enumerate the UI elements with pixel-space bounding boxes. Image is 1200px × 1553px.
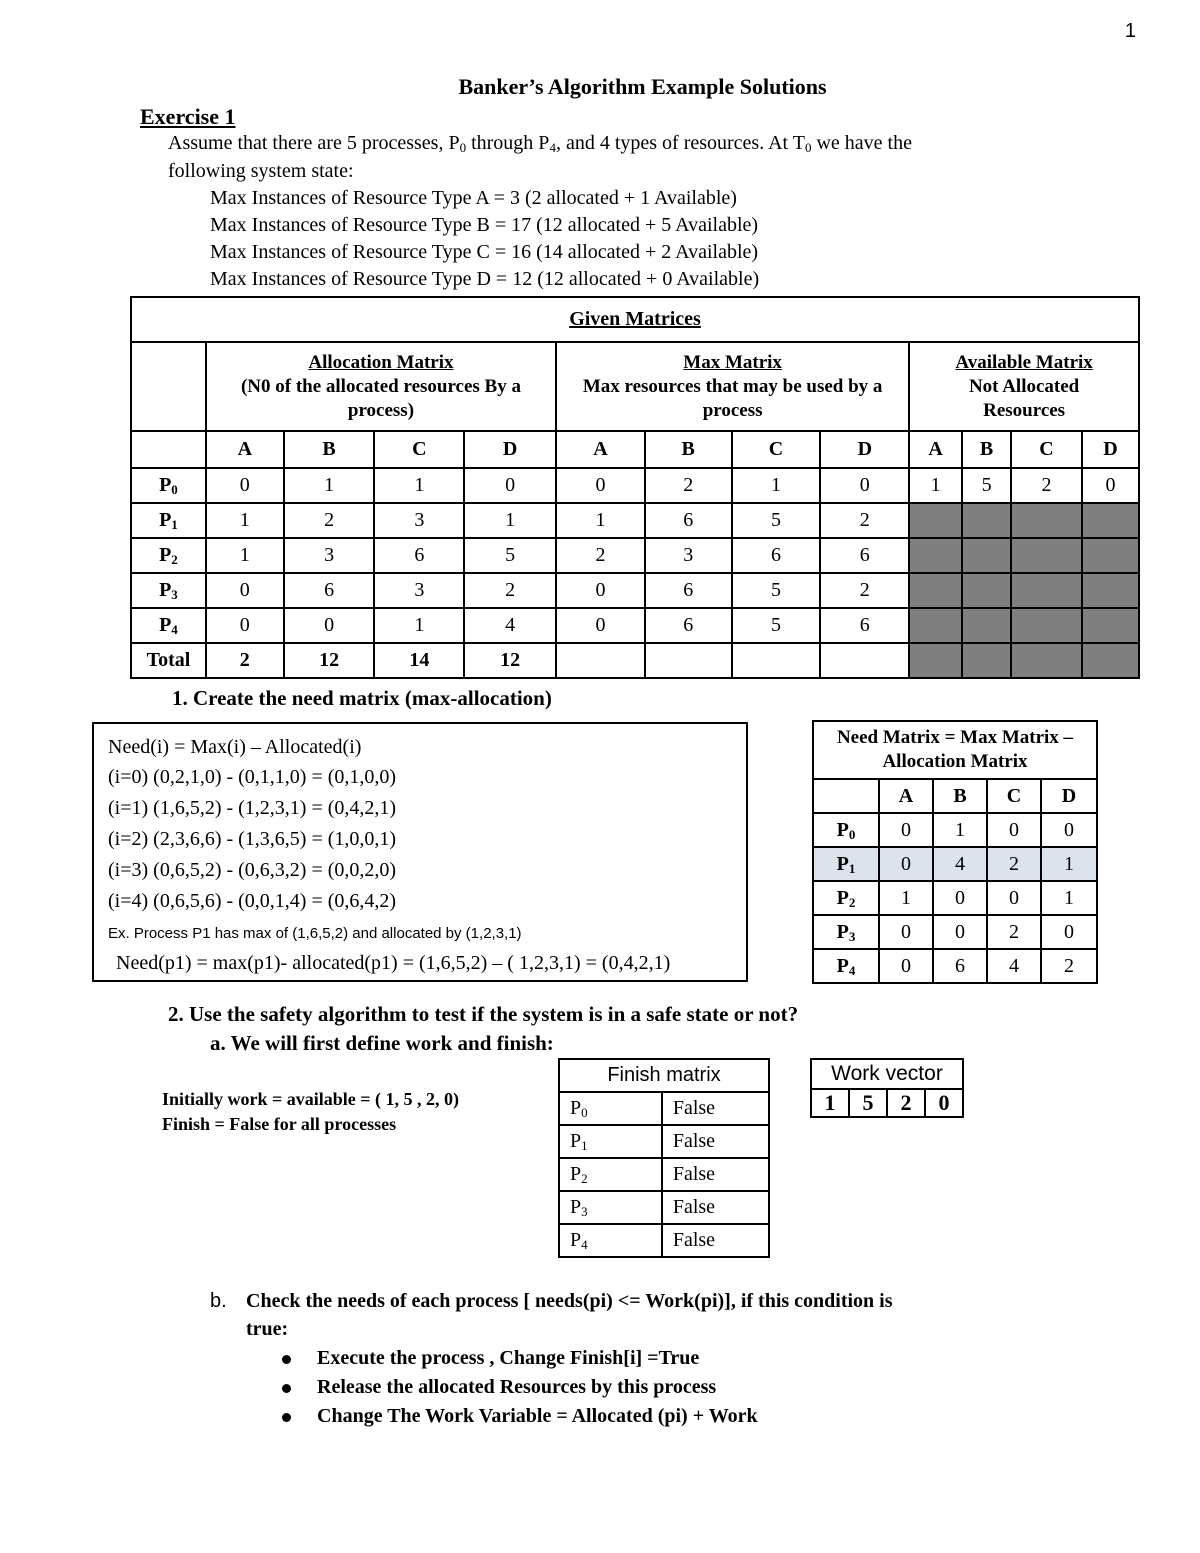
- table-row: $P_4$ 0 6 4 2: [813, 949, 1097, 983]
- table-row: $P_1$ False: [559, 1125, 769, 1158]
- available-header: Available Matrix Not Allocated Resources: [909, 342, 1139, 431]
- column-letter-row: A B C D: [813, 779, 1097, 813]
- need-formula: Need(i) = Max(i) – Allocated(i): [108, 736, 362, 758]
- table-row: $P_0$ 0 1 1 0 0 2 1 0 1 5 2 0: [131, 468, 1139, 503]
- table-row: $P_2$ False: [559, 1158, 769, 1191]
- need-line-2: (i=2) (2,3,6,6) - (1,3,6,5) = (1,0,0,1): [108, 828, 397, 850]
- bullet-item: Change The Work Variable = Allocated (pi) + Work: [282, 1405, 758, 1428]
- max-instances-a: Max Instances of Resource Type A = 3 (2 allocated + 1 Available): [210, 187, 737, 209]
- max-instances-b: Max Instances of Resource Type B = 17 (12 allocated + 5 Available): [210, 214, 759, 236]
- need-line-3: (i=3) (0,6,5,2) - (0,6,3,2) = (0,0,2,0): [108, 859, 397, 881]
- table-row: $P_4$ False: [559, 1224, 769, 1257]
- need-line-4: (i=4) (0,6,5,6) - (0,0,1,4) = (0,6,4,2): [108, 890, 397, 912]
- need-example-line-2: Need(p1) = max(p1)- allocated(p1) = (1,6,5,2) – ( 1,2,3,1) = (0,4,2,1): [116, 952, 671, 974]
- need-calculation-box: [92, 722, 748, 982]
- max-instances-d: Max Instances of Resource Type D = 12 (12 allocated + 0 Available): [210, 268, 760, 290]
- step-b-line-2: true:: [246, 1318, 289, 1340]
- bullet-icon: [282, 1413, 291, 1422]
- max-header: Max Matrix Max resources that may be used by a process: [556, 342, 909, 431]
- table-row: $P_3$ False: [559, 1191, 769, 1224]
- page-title: Banker’s Algorithm Example Solutions: [458, 74, 827, 99]
- intro-line-2: following system state:: [168, 160, 354, 182]
- need-matrix-table: [812, 720, 1098, 984]
- bullet-item: Execute the process , Change Finish[i] =True: [282, 1347, 699, 1370]
- column-letter-row: A B C D A B C D A B C D: [131, 431, 1139, 468]
- finish-matrix-table: [558, 1058, 770, 1258]
- step-2a-heading: a. We will first define work and finish:: [210, 1031, 554, 1055]
- step-1-heading: 1. Create the need matrix (max-allocation): [172, 686, 552, 710]
- finish-matrix-title: Finish matrix: [559, 1059, 769, 1092]
- table-row: $P_1$ 0 4 2 1: [813, 847, 1097, 881]
- table-row: $P_3$ 0 0 2 0: [813, 915, 1097, 949]
- need-line-1: (i=1) (1,6,5,2) - (1,2,3,1) = (0,4,2,1): [108, 797, 397, 819]
- table-row: $P_0$ False: [559, 1092, 769, 1125]
- given-matrices-table: [130, 296, 1140, 679]
- allocation-header: Allocation Matrix (N0 of the allocated resources By a process): [206, 342, 556, 431]
- step-2-heading: 2. Use the safety algorithm to test if the system is in a safe state or not?: [168, 1002, 799, 1026]
- need-line-0: (i=0) (0,2,1,0) - (0,1,1,0) = (0,1,0,0): [108, 766, 397, 788]
- bullet-icon: [282, 1355, 291, 1364]
- need-example-line: Ex. Process P1 has max of (1,6,5,2) and allocated by (1,2,3,1): [108, 925, 522, 942]
- table-row: $P_0$ 0 1 0 0: [813, 813, 1097, 847]
- total-row: Total 2 12 14 12: [131, 643, 1139, 678]
- bullet-icon: [282, 1384, 291, 1393]
- step-b-line-1: Check the needs of each process [ needs(pi) <= Work(pi)], if this condition is: [246, 1290, 893, 1312]
- table-row: $P_2$ 1 3 6 5 2 3 6 6: [131, 538, 1139, 573]
- table-row: $P_1$ 1 2 3 1 1 6 5 2: [131, 503, 1139, 538]
- exercise-heading: Exercise 1: [140, 104, 236, 129]
- work-vector-table: [810, 1058, 964, 1118]
- initial-finish-text: Finish = False for all processes: [162, 1114, 397, 1134]
- max-instances-c: Max Instances of Resource Type C = 16 (14 allocated + 2 Available): [210, 241, 759, 263]
- table-row: $P_4$ 0 0 1 4 0 6 5 6: [131, 608, 1139, 643]
- need-matrix-title: Need Matrix = Max Matrix – Allocation Matrix: [813, 721, 1097, 779]
- table-row: $P_3$ 0 6 3 2 0 6 5 2: [131, 573, 1139, 608]
- intro-line-1: Assume that there are 5 processes, $P_0$ through $P_4$, and 4 types of resources. At $T_0$ we have the: [168, 132, 912, 155]
- table-row: $P_2$ 1 0 0 1: [813, 881, 1097, 915]
- given-matrices-title: Given Matrices: [131, 297, 1139, 342]
- work-vector-title: Work vector: [811, 1059, 963, 1089]
- initial-work-text: Initially work = available = ( 1, 5 , 2, 0): [162, 1089, 460, 1109]
- page-number: 1: [1124, 20, 1136, 42]
- work-vector-values: 1 5 2 0: [811, 1089, 963, 1117]
- step-b-label: b.: [210, 1290, 227, 1312]
- bullet-item: Release the allocated Resources by this process: [282, 1376, 716, 1399]
